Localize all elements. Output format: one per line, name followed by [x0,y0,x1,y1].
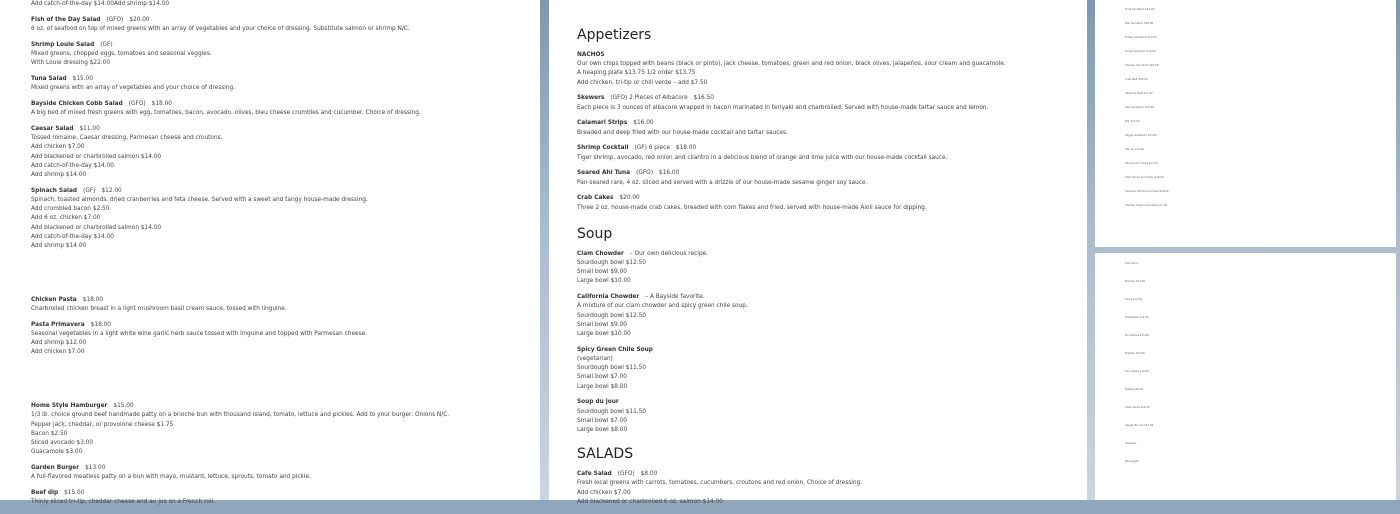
menu-item-header [577,144,1077,153]
menu-item-line: Large bowl $10.00 [577,331,631,338]
menu-item-line: Add chicken $7.00 [31,144,85,151]
menu-item-price: $20.00 [129,16,150,23]
menu-item [577,250,1077,287]
menu-item-name: Shrimp Cocktail [577,145,629,152]
menu-item-tag: (GF) 6 piece [634,145,670,152]
menu-item-header [577,169,1077,178]
menu-item-price: $16.00 [659,170,680,177]
menu-item-price: $15.00 [72,76,93,82]
menu-item [577,94,1077,112]
menu-item-line: Add shrimp $14.00 [31,243,87,250]
menu-item-line: With Louie dressing $22.00 [31,60,111,67]
menu-item-name: Cafe Salad [577,471,612,478]
menu-item-line: Large bowl $10.00 [577,278,631,285]
menu-item-tag: (GF) [100,41,113,48]
menu-item-name: Pasta Primavera [31,321,85,328]
right-bottom-text [1125,262,1385,478]
menu-item [31,125,531,180]
menu-item-name: Spinach Salad [31,187,78,194]
menu-item-line: Guacamole $3.00 [31,449,83,456]
menu-item-line: Sliced avocado $3.00 [31,440,94,447]
menu-item-line: A full-flavored meatless patty on a bun with mayo, mustard, lettuce, sprouts, tomato and pickle. [31,474,311,481]
menu-item [577,51,1077,88]
menu-item-name: Bayside Chicken Cobb Salad [31,101,123,107]
menu-item-name: Chicken Pasta [31,296,77,303]
right-menu-line: Enchiladas $15.00 [1125,334,1149,337]
menu-item-price: $20.00 [619,195,640,202]
menu-item-line: Add shrimp $14.00 [113,1,170,7]
middle-column [577,26,1077,514]
menu-item-name: Clam Chowder [577,250,624,257]
menu-item-header [31,41,531,50]
menu-item-tag: (GFO) [106,16,124,23]
left-top-lines [31,0,531,9]
right-menu-line: Quesadilla $12.00 [1125,316,1149,319]
menu-item-name: Crab Cakes [577,195,614,202]
menu-item [577,398,1077,435]
right-menu-line: Chicken Strips and Chips $17.00 [1125,204,1168,207]
menu-item [31,16,531,34]
menu-item-line: A heaping plate $13.75 1/2 order $13.75 [577,70,696,77]
right-menu-line: Burritos $14.00 [1125,280,1146,283]
menu-item-line: 6 oz. of seafood on top of mixed greens with an array of vegetables and your choice of dressing. Substitute salmon or shrimp N/C. [31,26,410,32]
menu-item-price: $16.50 [693,95,714,102]
right-menu-line: Fajitas $19.00 [1125,388,1144,391]
menu-item-header [31,402,531,411]
menu-item-line: Add 6 oz. chicken $7.00 [31,215,101,222]
menu-item-line: Charbroiled chicken breast in a light mushroom basil cream sauce, tossed with linguine. [31,306,287,313]
left-column [31,0,531,514]
menu-item-line: Add shrimp $12.00 [31,340,87,347]
menu-item-tag: (GFO) [636,170,653,177]
menu-item-header [31,100,531,109]
menu-item-header [31,489,531,498]
menu-item-tag: (GFO) [128,101,146,107]
right-menu-line: Fish and Chips [1125,148,1144,151]
menu-item-line: Pepper jack, cheddar, or provolone cheese $1.75 [31,421,174,428]
menu-item-name: Shrimp Louie Salad [31,41,95,48]
menu-item-header [577,293,1077,302]
menu-item-line: Add catch-of-the-day $14.00 [31,1,114,7]
right-menu-line: Taco Salad $14.00 [1125,370,1149,373]
menu-item-line: Sourdough bowl $12.50 [577,260,646,267]
menu-item-name: Home Style Hamburger [31,403,108,410]
menu-item-line: Our own chips topped with beans (black or pinto), jack cheese, tomatoes, green and red onion, black olives, jalapeños, sour cream and guacamole. [577,61,1006,68]
right-menu-line: Desserts [1125,442,1137,445]
menu-item-header [31,75,531,84]
menu-item-line: Each piece is 3 ounces of albacore wrapped in bacon marinated in teriyaki and charbroiled. Served with house-made tartar sauce and lemon. [577,104,989,111]
menu-item-line: Bacon $2.50 [31,430,68,437]
menu-item-line: A mixture of our clam chowder and spicy green chile soup. [577,303,748,310]
menu-page-middle [549,0,1087,505]
salad-list [31,16,531,251]
menu-item [31,187,531,251]
right-menu-line: Veggie Burrito $13.00 [1125,424,1154,427]
menu-item-line: Add crumbled bacon $2.50 [31,206,110,213]
menu-item-price: $18.00 [82,296,104,303]
right-menu-line: Tostada $13.00 [1125,352,1145,355]
menu-item-line: Add chicken $7.00 [31,349,85,356]
right-menu-line: Tri-Tip Sandwich $16.00 [1125,50,1156,53]
menu-item-name: Spicy Green Chile Soup [577,346,653,353]
menu-item-name: Garden Burger [31,465,80,472]
soup-list [577,250,1077,435]
menu-item-line: Add blackened or charbroiled salmon $14.00 [31,153,162,160]
menu-item-line: Add catch-of-the-day $14.00 [31,233,114,240]
menu-item-line: Small bowl $7.00 [577,417,627,424]
menu-item-line: Sourdough bowl $12.50 [577,312,646,319]
menu-item-price: $11.00 [79,126,100,132]
menu-item-name: Calamari Strips [577,120,628,127]
menu-item-line: Add shrimp $14.00 [31,172,87,179]
menu-item [577,470,1077,507]
menu-item-header [577,250,1077,259]
right-menu-line: Veggie Sandwich $13.00 [1125,134,1157,137]
right-menu-line: Turkey Sandwich $14.00 [1125,36,1157,39]
menu-item-header [31,464,531,473]
menu-item [31,402,531,457]
menu-item-tag: (GFO) [617,471,635,478]
menu-item-line: Large bowl $8.00 [577,383,628,390]
menu-item-header [577,194,1077,203]
menu-item-name: Tuna Salad [31,76,67,82]
menu-item-header [577,94,1077,103]
menu-item-line: Tiger shrimp, avocado, red onion and cilantro in a delicious blend of orange and lime juice with our house-made cocktail sauce. [577,154,948,161]
pasta-list [31,296,531,358]
menu-item-line: Mixed greens, chopped eggs, tomatoes and seasonal veggies. [31,51,212,57]
menu-item-line: Three 2 oz. house-made crab cakes, breaded with corn flakes and fried, served with house-made Aioli sauce for dipping. [577,204,927,211]
salads-heading: SALADS [577,446,634,463]
menu-item-price: $15.00 [64,490,85,497]
menu-item-tag: (GFO) 2 Pieces of Albacore [610,95,688,102]
menu-item [31,296,531,314]
right-menu-line: Tuna Sandwich $14.00 [1125,8,1155,11]
menu-item [577,169,1077,187]
right-menu-line: Albacore Melt $17.00 [1125,92,1153,95]
menu-item [577,293,1077,339]
right-menu-line: Fish Sandwich $16.00 [1125,22,1154,25]
menu-item-price: $13.00 [85,465,106,472]
menu-item-header [577,51,1077,60]
menu-item-name: California Chowder [577,294,640,301]
menu-item-line: Large bowl $8.00 [577,427,628,434]
right-menu-line: Calamari Strips and Chips $19.00 [1125,190,1169,193]
menu-item-header [577,398,1077,407]
menu-item-name: Fish of the Day Salad [31,16,101,23]
menu-item-header [577,346,1077,355]
burger-list [31,402,531,507]
menu-item-header [31,321,531,330]
menu-item-line: Add chicken $7.00 [577,489,631,496]
menu-item [577,119,1077,137]
menu-item-line: 1/3 lb. choice ground beef handmade patty on a brioche bun with thousand island, tomato, lettuce and pickles. Add to your burger: Onions N/C. [31,412,450,419]
menu-item-price: $18.00 [675,145,697,152]
right-menu-line: Shrimp and Chips $21.00 [1125,162,1158,165]
menu-item-line: Thinly sliced tri-tip, cheddar cheese and au jus on a French roll. [31,499,215,506]
menu-item-header [31,187,531,196]
menu-item [31,321,531,358]
menu-item-line: Tossed romaine, Caesar dressing, Parmesan cheese and croutons. [31,135,223,142]
menu-item-header [31,16,531,25]
right-top-text [1125,8,1385,218]
appetizers-heading: Appetizers [577,27,652,43]
menu-item-header [31,125,531,134]
menu-item-price: $15.00 [113,403,134,410]
menu-item-line: Sourdough bowl $11.50 [577,408,646,415]
menu-item [31,100,531,118]
menu-item [577,346,1077,392]
menu-item-name: Soup du jour [577,399,619,406]
menu-item [31,464,531,482]
salad-list-mid [577,470,1077,507]
menu-item-line: Spinach, toasted almonds, dried cranberries and feta cheese. Served with a sweet and tangy house-made dressing. [31,197,368,204]
menu-item-line: Fresh local greens with carrots, tomatoes, cucumbers, croutons and red onion. Choice of dressing. [577,480,863,487]
right-menu-line: Chicken Sandwich $15.00 [1125,64,1159,67]
menu-item-line: Small bowl $9.00 [577,269,627,276]
right-menu-line: Tacos $14.00 [1125,298,1143,301]
menu-item-line: Seasonal vegetables in a light white wine garlic herb sauce tossed with linguine and topped with Parmesan cheese. [31,331,368,338]
menu-item-tag: – A Bayside favorite. [645,294,705,301]
menu-item-price: $8.00 [640,471,658,478]
menu-item-price: $16.00 [633,120,654,127]
menu-item-line: A big bed of mixed fresh greens with egg, tomatoes, bacon, avocado, olives, bleu cheese crumbles and cucumber. Choice of dressing. [31,110,421,117]
right-menu-line: Club Sandwich $16.00 [1125,106,1154,109]
menu-item-header [31,296,531,305]
menu-item [31,75,531,93]
menu-item-price: $18.00 [90,321,111,328]
menu-item-header [577,119,1077,128]
menu-item-name: Caesar Salad [31,126,74,132]
menu-item-name: Skewers [577,95,605,102]
menu-item-line: Pan-seared rare, 4 oz. sliced and served with a drizzle of our house-made sesame ginger soy sauce. [577,179,868,186]
soup-heading: Soup [577,225,613,242]
menu-item-price: $12.00 [101,187,122,194]
menu-item-line: (vegetarian) [577,356,613,363]
menu-item-name: Beef dip [31,490,59,497]
menu-item-header [577,470,1077,479]
menu-item [577,194,1077,212]
menu-item [577,144,1077,162]
right-menu-line: Beverages [1125,460,1139,463]
menu-item-line: Add catch-of-the-day $14.00 [31,162,114,169]
menu-item-line: Mixed greens with an array of vegetables and your choice of dressing. [31,85,236,92]
menu-item-line: Add blackened or charbroiled salmon $14.00 [31,224,162,231]
menu-item-line: Breaded and deep fried with our house-made cocktail and tartar sauces. [577,129,788,136]
right-menu-line: Chile Verde $16.00 [1125,406,1150,409]
right-menu-line: BLT $13.00 [1125,120,1140,123]
appetizer-list [577,51,1077,213]
right-menu-line: Crab Melt $18.00 [1125,78,1148,81]
right-menu-line: Clam Strips and Chips $18.00 [1125,176,1164,179]
menu-item-line: Small bowl $7.00 [577,374,627,381]
menu-item-tag: (GF) [83,187,96,194]
menu-item-line: Sourdough bowl $11.50 [577,365,646,372]
menu-item-tag: – Our own delicious recipe. [629,250,708,257]
menu-item-name: NACHOS [577,52,605,58]
menu-item-line: Small bowl $9.00 [577,321,627,328]
menu-item [31,41,531,69]
menu-item-name: Seared Ahi Tuna [577,170,631,177]
menu-item-price: $18.00 [151,101,172,107]
menu-item [31,489,531,507]
menu-item-line: Add chicken, tri-tip or chili verde – add $7.50 [577,79,708,86]
menu-page-left [0,0,540,506]
right-menu-line: Kids Menu [1125,262,1139,265]
menu-item-line: Add blackened or charbroiled 6 oz. salmon $14.00 [577,498,723,505]
